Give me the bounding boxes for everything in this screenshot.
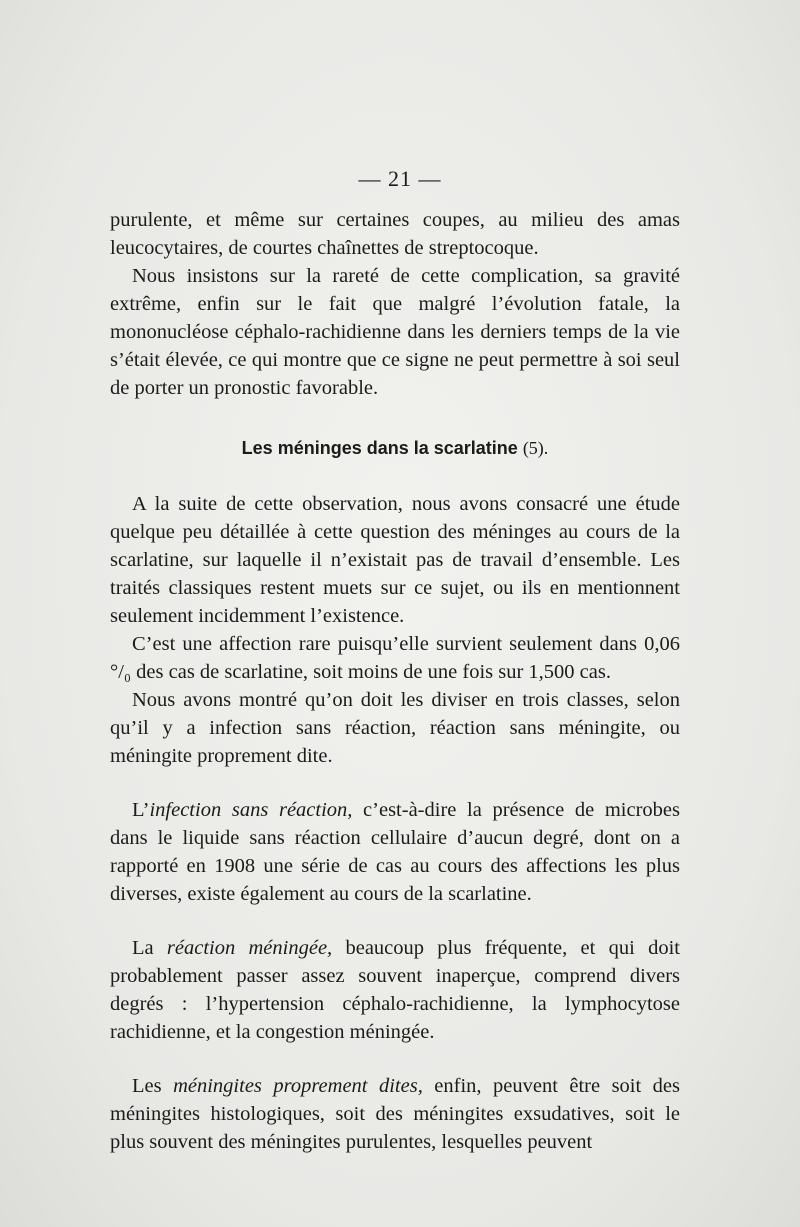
page-number: — 21 — (358, 166, 442, 191)
section-heading-note: (5). (522, 438, 549, 458)
paragraph-study: A la suite de cette observation, nous avons consacré une étude quelque peu détaillée à cette question des méninges au cours de la scarlatine, sur laquelle il n’existait pas de travail d’ensemble. Les traités classiques restent muets sur ce sujet, ou ils en mentionnent seulement incidemment l’existence. (110, 493, 680, 627)
paragraph-meningitis-body: enfin, peuvent être soit des méningites histologiques, soit des méningites exsudatives, soit le plus souvent des méningites purulentes, lesquelles peuvent (110, 1075, 680, 1153)
paragraph-infection-pre: L’ (132, 799, 150, 821)
paragraph-reaction-term: réaction méningée, (166, 937, 333, 959)
paragraph-reaction (110, 934, 680, 1046)
paragraph-reaction-body: beaucoup plus fréquente, et qui doit probablement passer assez souvent inaperçue, comprend divers degrés : l’hypertension céphalo-rachidienne, la lymphocytose rachidienne, et la congestion méningée. (110, 937, 680, 1043)
paragraph-classes: Nous avons montré qu’on doit les diviser en trois classes, selon qu’il y a infection sans réaction, réaction sans méningite, ou méningite proprement dite. (110, 689, 680, 767)
body-text (110, 206, 680, 1156)
section-heading-title: Les méninges dans la scarlatine (241, 438, 518, 458)
paragraph-frequency: C’est une affection rare puisqu’elle survient seulement dans 0,06 °/₀ des cas de scarlatine, soit moins de une fois sur 1,500 cas. (110, 633, 680, 683)
paragraph-infection-term: infection sans réaction, (149, 799, 353, 821)
paragraph-rarity: Nous insistons sur la rareté de cette complication, sa gravité extrême, enfin sur le fait que malgré l’évolution fatale, la mononucléose céphalo-rachidienne dans les derniers temps de la vie s’était élevée, ce qui montre que ce signe ne peut permettre à soi seul de porter un pronostic favorable. (110, 265, 680, 399)
paragraph-infection (110, 796, 680, 908)
paragraph-continuation: purulente, et même sur certaines coupes, au milieu des amas leucocytaires, de courtes chaînettes de streptocoque. (110, 209, 680, 259)
paragraph-meningitis-term: méningites proprement dites, (173, 1075, 423, 1097)
paragraph-meningitis (110, 1072, 680, 1156)
paragraph-reaction-pre: La (132, 937, 167, 959)
paragraph-meningitis-pre: Les (132, 1075, 174, 1097)
section-heading (110, 434, 680, 462)
paragraph-infection-body: c’est-à-dire la présence de microbes dans le liquide sans réaction cellulaire d’aucun degré, dont on a rapporté en 1908 une série de cas au cours des affections les plus diverses, existe également au cours de la scarlatine. (110, 799, 680, 905)
